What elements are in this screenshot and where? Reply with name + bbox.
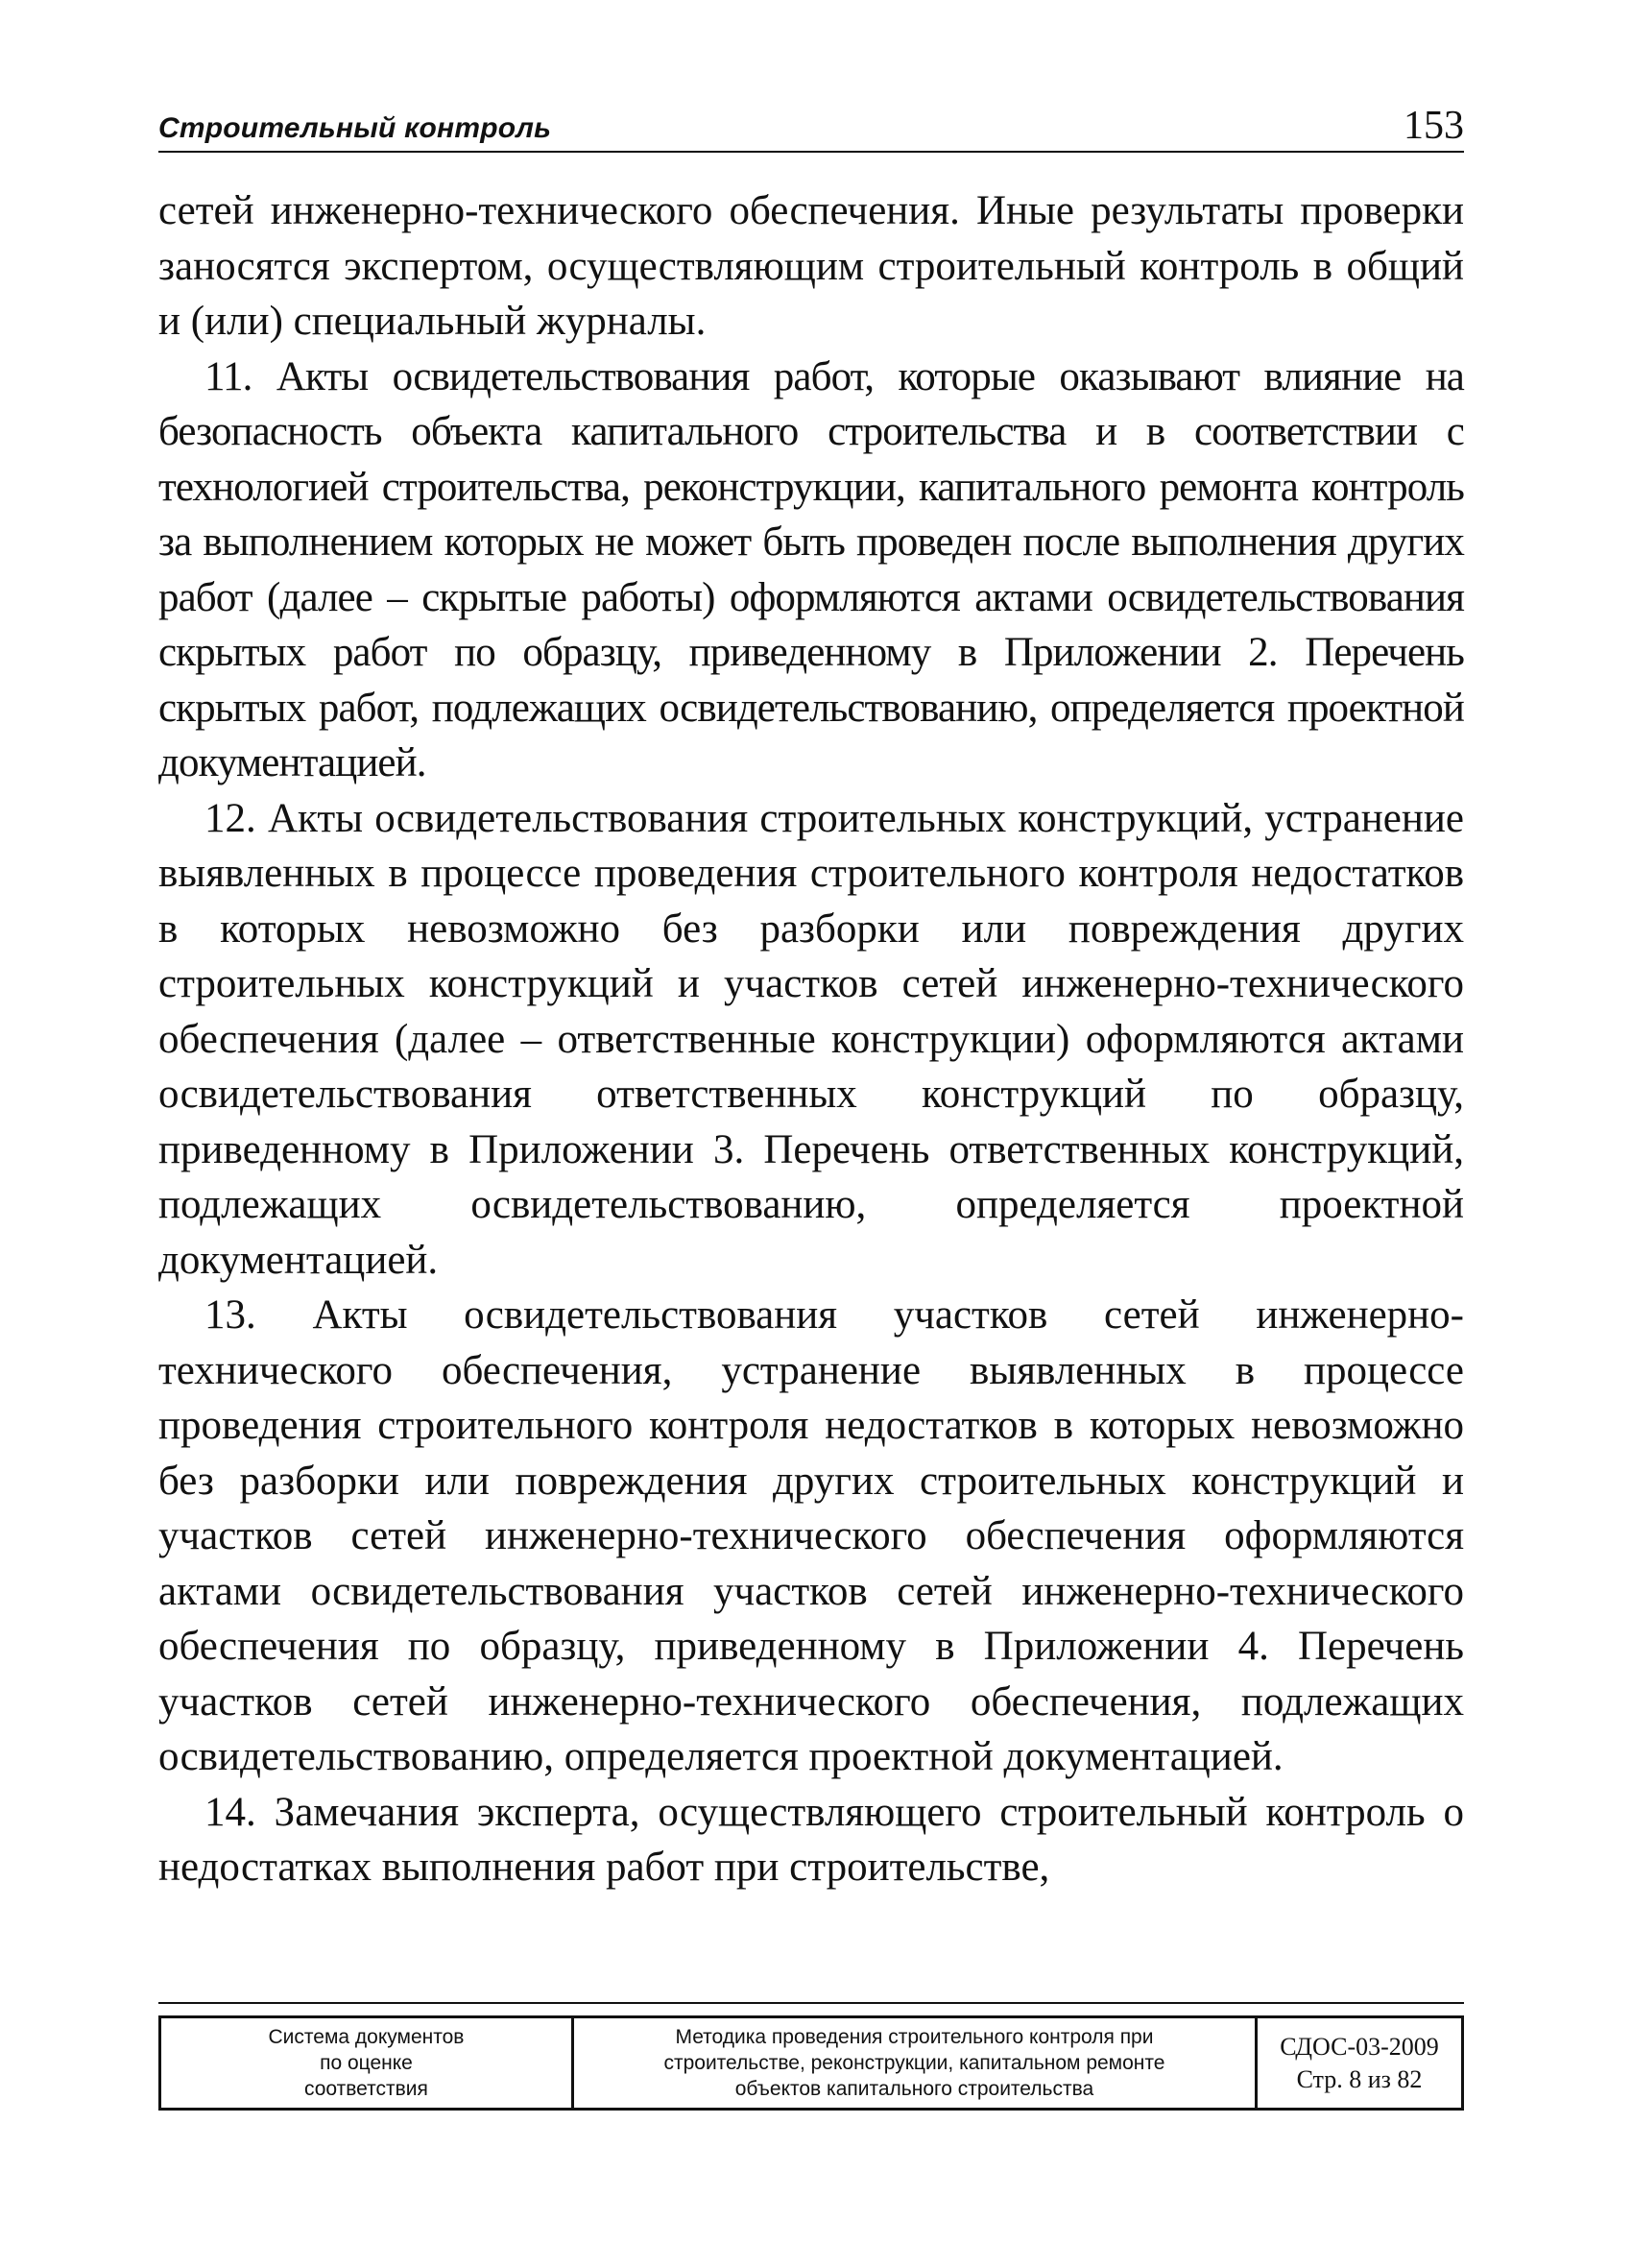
paragraph-item-11: 11. Акты освидетельствования работ, которые оказывают влияние на безопасность объекта капитального строительства и в соответствии с технологией строительства, реконструкции, капитального ремонта контроль за выполнением которых не может быть проведен после выполнения других работ (далее – скрытые работы) оформляются актами освидетельствования скрытых работ по образцу, приведенному в Приложении 2. Перечень скрытых работ, подлежащих освидетельствованию, определяется проектной документацией. <box>158 353 1464 785</box>
paragraph-item-14: 14. Замечания эксперта, осуществляющего строительный контроль о недостатках выполнения работ при строительстве, <box>158 1789 1464 1890</box>
footer-table <box>158 2015 1464 2111</box>
footer-row <box>160 2017 1463 2110</box>
document-page <box>158 91 1464 1895</box>
document-footer <box>158 2002 1464 2111</box>
paragraph-item-12: 12. Акты освидетельствования строительных конструкций, устранение выявленных в процессе проведения строительного контроля недостатков в которых невозможно без разборки или повреждения других строительных конструкций и участков сетей инженерно-технического обеспечения (далее – ответственные конструкции) оформляются актами освидетельствования ответственных конструкций по образцу, приведенному в Приложении 3. Перечень ответственных конструкций, подлежащих освидетельствованию, определяется проектной документацией. <box>158 795 1464 1283</box>
page-reference: Стр. 8 из 82 <box>1296 2064 1423 2093</box>
footer-method-cell <box>572 2017 1256 2110</box>
footer-method-line: строительстве, реконструкции, капитальном ремонте <box>663 2052 1165 2074</box>
footer-method-line: объектов капитального строительства <box>734 2078 1094 2100</box>
body-text <box>158 183 1464 1895</box>
footer-system-cell <box>160 2017 573 2110</box>
footer-method-line: Методика проведения строительного контроля при <box>675 2026 1154 2048</box>
document-code: СДОС-03-2009 <box>1280 2032 1439 2061</box>
paragraph-continuation: сетей инженерно-технического обеспечения. Иные результаты проверки заносятся экспертом, осуществляющим строительный контроль в общий и (или) специальный журналы. <box>158 188 1464 344</box>
page-number: 153 <box>1404 104 1464 148</box>
footer-code-cell <box>1257 2017 1463 2110</box>
running-title: Строительный контроль <box>158 112 552 144</box>
footer-system-line: по оценке <box>320 2052 413 2074</box>
running-header <box>158 91 1464 153</box>
footer-system-line: Система документов <box>268 2026 465 2048</box>
paragraph-item-13: 13. Акты освидетельствования участков сетей инженерно-технического обеспечения, устранение выявленных в процессе проведения строительного контроля недостатков в которых невозможно без разборки или повреждения других строительных конструкций и участков сетей инженерно-технического обеспечения оформляются актами освидетельствования участков сетей инженерно-технического обеспечения по образцу, приведенному в Приложении 4. Перечень участков сетей инженерно-технического обеспечения, подлежащих освидетельствованию, определяется проектной документацией. <box>158 1292 1464 1779</box>
footer-system-line: соответствия <box>304 2078 428 2100</box>
